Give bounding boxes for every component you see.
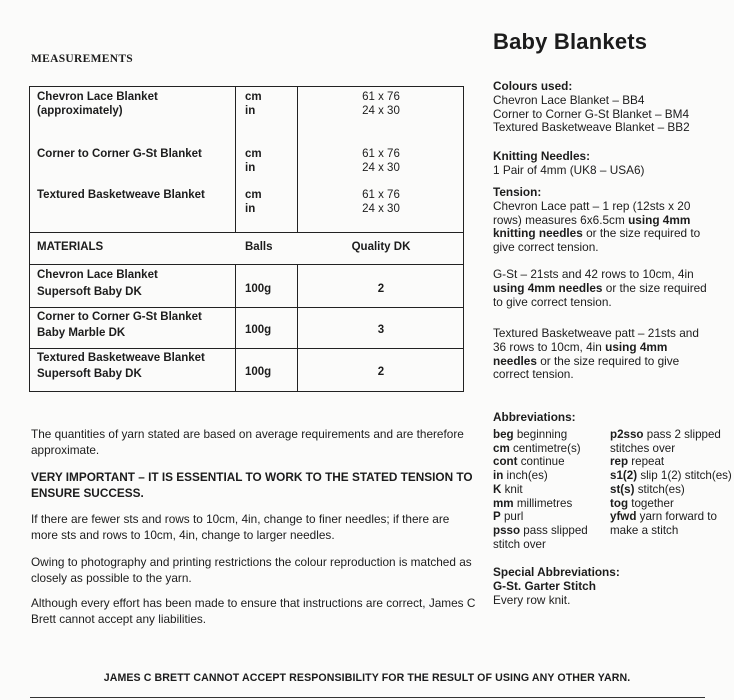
materials-header-quality: Quality DK <box>351 241 411 253</box>
abbreviation-meaning: knit <box>504 482 523 496</box>
materials-header-label: MATERIALS <box>37 241 104 253</box>
abbreviation-meaning: pass slipped stitch over <box>493 523 588 551</box>
special-term: G-St. Garter Stitch <box>493 578 596 593</box>
colour-item: Chevron Lace Blanket – BB4 <box>493 92 645 107</box>
abbreviation-entry <box>610 497 732 511</box>
abbreviation-meaning: repeat <box>631 455 665 469</box>
measurement-value: 61 x 76 <box>362 91 400 103</box>
abbreviation-meaning: stitch(es) <box>637 482 685 496</box>
material-yarn: Baby Marble DK <box>37 327 126 339</box>
note-liability: Although every effort has been made to ensure that instructions are correct, James C Brett cannot accept any liabilities. <box>31 596 476 626</box>
measurement-unit: in <box>245 105 256 117</box>
tension-text: Textured Basketweave patt – 21sts and 36 rows to 10cm, 4in <box>493 326 699 354</box>
measurement-unit: in <box>245 203 256 215</box>
special-abbreviations <box>493 566 723 607</box>
abbreviation-entry <box>493 483 605 497</box>
abbreviations-right-column <box>610 428 732 538</box>
abbreviation-term: rep <box>610 455 629 469</box>
tension-chevron <box>493 200 708 255</box>
tension-needle-note: using 4mm needles <box>493 280 603 295</box>
abbreviation-meaning: continue <box>520 455 565 469</box>
measurements-materials-table <box>29 86 464 392</box>
abbreviation-entry <box>493 469 605 483</box>
material-yarn: Supersoft Baby DK <box>37 286 142 298</box>
material-name: Corner to Corner G-St Blanket <box>37 311 202 323</box>
measurement-name: Textured Basketweave Blanket <box>37 189 205 201</box>
table-column-rule <box>235 86 236 232</box>
abbreviation-entry <box>610 510 732 537</box>
material-balls: 100g <box>245 366 272 378</box>
table-column-rule <box>235 264 236 392</box>
measurement-name: Corner to Corner G-St Blanket <box>37 148 202 160</box>
abbreviation-entry <box>493 428 605 442</box>
abbreviations-left-column <box>493 428 605 551</box>
measurement-unit: cm <box>245 148 262 160</box>
abbreviation-term: p2sso <box>610 428 644 441</box>
colour-item: Textured Basketweave Blanket – BB2 <box>493 120 690 135</box>
abbreviation-term: cm <box>493 441 510 455</box>
abbreviation-meaning: pass 2 slipped stitches over <box>610 428 721 455</box>
abbreviation-term: beg <box>493 428 514 441</box>
measurement-name: Chevron Lace Blanket <box>37 91 158 103</box>
abbreviation-term: s1(2) <box>610 469 638 483</box>
abbreviation-term: yfwd <box>610 510 637 524</box>
measurement-value: 61 x 76 <box>362 148 400 160</box>
material-balls: 100g <box>245 283 272 295</box>
abbreviation-meaning: purl <box>503 510 524 524</box>
abbreviation-term: mm <box>493 496 514 510</box>
abbreviation-entry <box>493 524 605 551</box>
needles-heading: Knitting Needles: <box>493 149 591 163</box>
material-name: Chevron Lace Blanket <box>37 269 158 281</box>
needles-section <box>493 150 723 178</box>
table-divider <box>29 264 464 265</box>
measurement-value: 24 x 30 <box>362 162 400 174</box>
colour-item: Corner to Corner G-St Blanket – BM4 <box>493 106 690 121</box>
abbreviation-entry <box>610 428 732 455</box>
measurement-value: 24 x 30 <box>362 105 400 117</box>
material-quantity: 3 <box>377 324 385 336</box>
abbreviation-entry <box>493 510 605 524</box>
abbreviation-term: st(s) <box>610 482 635 496</box>
tension-heading: Tension: <box>493 185 542 199</box>
measurement-value: 24 x 30 <box>362 203 400 215</box>
tension-text: Chevron Lace patt – 1 rep (12sts x 20 rows) measures 6x6.5cm <box>493 198 691 227</box>
note-colour: Owing to photography and printing restrictions the colour reproduction is matched as closely as possible to the yarn. <box>31 555 472 585</box>
special-heading: Special Abbreviations: <box>493 565 620 579</box>
page-title: Baby Blankets <box>493 29 648 54</box>
table-divider <box>29 232 464 233</box>
abbreviation-entry <box>610 483 732 497</box>
material-name: Textured Basketweave Blanket <box>37 352 205 364</box>
materials-header-balls: Balls <box>245 241 273 253</box>
material-yarn: Supersoft Baby DK <box>37 368 142 380</box>
abbreviation-meaning: slip 1(2) stitch(es) <box>640 469 732 483</box>
table-divider <box>29 307 464 308</box>
abbreviation-term: tog <box>610 496 629 510</box>
abbreviation-term: P <box>493 510 501 524</box>
measurement-value: 61 x 76 <box>362 189 400 201</box>
measurement-name-note: (approximately) <box>37 105 123 117</box>
note-tension-warning: VERY IMPORTANT – IT IS ESSENTIAL TO WORK TO THE STATED TENSION TO ENSURE SUCCESS. <box>31 470 473 500</box>
measurement-unit: cm <box>245 189 262 201</box>
abbreviation-meaning: centimetre(s) <box>513 441 581 455</box>
abbreviation-term: cont <box>493 455 518 469</box>
note-needle-size: If there are fewer sts and rows to 10cm, 4in, change to finer needles; if there are more sts and rows to 10cm, 4in, change to larger needles. <box>31 512 450 542</box>
abbreviation-entry <box>493 455 605 469</box>
tension-section <box>493 186 708 255</box>
abbreviation-meaning: together <box>631 496 674 510</box>
measurements-title: MEASUREMENTS <box>31 53 134 65</box>
needles-text: 1 Pair of 4mm (UK8 – USA6) <box>493 162 645 177</box>
colours-heading: Colours used: <box>493 79 573 93</box>
tension-text: or the size required to give correct tension. <box>493 280 707 309</box>
footer-rule <box>30 697 705 698</box>
abbreviation-entry <box>493 497 605 511</box>
colours-section <box>493 80 723 135</box>
tension-needle-note: using 4mm knitting needles <box>493 212 691 241</box>
abbreviations-heading: Abbreviations: <box>493 410 576 424</box>
abbreviation-term: K <box>493 482 502 496</box>
abbreviation-term: psso <box>493 523 521 537</box>
abbreviation-meaning: inch(es) <box>506 469 548 483</box>
material-quantity: 2 <box>377 366 385 378</box>
tension-basketweave <box>493 327 703 382</box>
abbreviation-meaning: beginning <box>516 428 568 441</box>
abbreviation-entry <box>610 455 732 469</box>
abbreviation-entry <box>610 469 732 483</box>
tension-text: or the size required to give correct tension. <box>493 353 680 382</box>
abbreviation-term: in <box>493 469 504 483</box>
measurement-unit: in <box>245 162 256 174</box>
material-quantity: 2 <box>377 283 385 295</box>
abbreviation-meaning: yarn forward to make a stitch <box>610 510 717 537</box>
special-text: Every row knit. <box>493 592 571 607</box>
measurement-unit: cm <box>245 91 262 103</box>
table-divider <box>29 348 464 349</box>
note-quantities: The quantities of yarn stated are based on average requirements and are therefore approximate. <box>31 427 464 457</box>
footer-disclaimer: JAMES C BRETT CANNOT ACCEPT RESPONSIBILITY FOR THE RESULT OF USING ANY OTHER YARN. <box>103 672 631 684</box>
tension-text: G-St – 21sts and 42 rows to 10cm, 4in <box>493 267 694 281</box>
tension-needle-note: using 4mm needles <box>493 339 668 368</box>
material-balls: 100g <box>245 324 272 336</box>
abbreviation-meaning: millimetres <box>516 496 573 510</box>
tension-gst <box>493 268 708 309</box>
abbreviation-entry <box>493 442 605 456</box>
tension-text: or the size required to give correct tension. <box>493 226 701 255</box>
